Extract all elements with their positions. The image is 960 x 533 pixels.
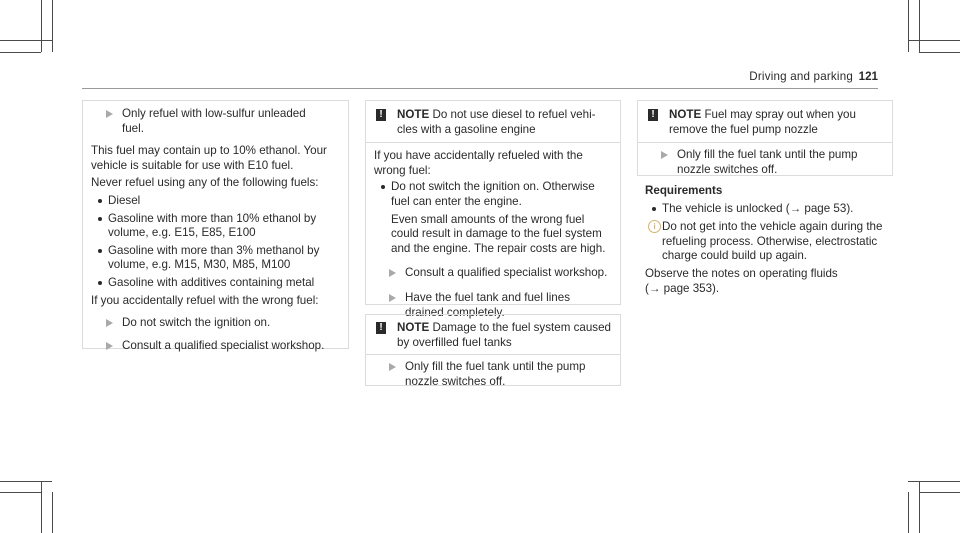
arrow-right-icon	[389, 294, 396, 302]
crop-mark	[0, 52, 41, 53]
step-text: Do not switch the ignition on.	[122, 316, 271, 330]
paragraph-never-refuel: Never refuel using any of the following fuels:	[91, 176, 319, 190]
list-item-text: Do not switch the ignition on. Otherwise	[391, 180, 595, 194]
crop-mark	[908, 40, 960, 41]
crop-mark	[41, 481, 42, 533]
crop-mark	[0, 492, 41, 493]
step-ignition-off	[91, 316, 340, 331]
crop-mark	[908, 0, 909, 52]
list-item-text: Diesel	[108, 193, 141, 207]
note-text: Fuel may spray out when you	[704, 108, 856, 121]
note-keyword: NOTE	[669, 108, 702, 121]
note-heading	[638, 101, 892, 142]
step-refuel-low-sulfur	[91, 107, 340, 136]
note-heading	[366, 315, 620, 354]
note-keyword: NOTE	[397, 108, 430, 121]
list-item	[91, 276, 340, 291]
page-number: 121	[858, 70, 878, 83]
step-text: Only fill the fuel tank until the pump	[677, 148, 858, 162]
header-divider	[82, 88, 878, 89]
info-text: charge could build up again.	[662, 249, 808, 263]
crop-mark	[919, 0, 920, 52]
step-text: Have the fuel tank and fuel lines	[405, 290, 570, 304]
paragraph: If you have accidentally refueled with the	[374, 149, 583, 163]
info-note	[645, 220, 895, 264]
list-item-extra	[374, 213, 612, 257]
crop-mark	[0, 481, 52, 482]
note-heading	[366, 101, 620, 142]
step-text: Consult a qualified specialist workshop.	[122, 338, 325, 352]
paragraph: wrong fuel:	[374, 163, 431, 177]
step-text: fuel.	[122, 121, 144, 135]
requirements-title: Requirements	[645, 184, 723, 197]
step-text: nozzle switches off.	[405, 374, 506, 388]
note-text: Do not use diesel to refuel vehi-	[432, 108, 596, 121]
warning-icon: !	[376, 109, 386, 121]
list-item-text: fuel can enter the engine.	[391, 194, 522, 208]
note-text: remove the fuel pump nozzle	[669, 122, 818, 136]
paragraph-ethanol: This fuel may contain up to 10% ethanol. Your	[91, 144, 327, 158]
crop-mark	[908, 481, 960, 482]
note-spray-box	[637, 100, 893, 176]
paragraph-operating-fluids: (→ page 353).	[645, 281, 720, 295]
info-icon: i	[648, 220, 661, 233]
arrow-right-icon	[106, 319, 113, 327]
paragraph-operating-fluids: Observe the notes on operating fluids	[645, 266, 838, 280]
step-fill-until-nozzle	[374, 360, 612, 389]
step-fill-until-nozzle	[646, 148, 884, 177]
list-item-text: could result in damage to the fuel system	[391, 227, 602, 241]
step-consult-workshop	[374, 266, 612, 281]
note-text: Damage to the fuel system caused	[432, 321, 611, 334]
note-diesel-box	[365, 100, 621, 319]
list-item	[91, 212, 340, 241]
crop-mark	[52, 0, 53, 52]
header-title: Driving and parking	[749, 70, 853, 83]
list-item	[91, 244, 340, 273]
paragraph-ethanol: vehicle is suitable for use with E10 fuel.	[91, 158, 294, 172]
note-text: cles with a gasoline engine	[397, 122, 536, 136]
arrow-right-icon	[106, 110, 113, 118]
step-text: Consult a qualified specialist workshop.	[405, 266, 608, 280]
step-text: drained completely.	[405, 305, 505, 319]
fuel-info-box	[82, 100, 349, 352]
list-item	[91, 194, 340, 209]
warning-icon: !	[648, 109, 658, 121]
requirement-text: The vehicle is unlocked (→ page 53).	[662, 201, 854, 215]
list-item-text: Gasoline with more than 3% methanol by	[108, 243, 320, 257]
list-item	[645, 202, 895, 217]
list-item-text: Gasoline with additives containing metal	[108, 275, 315, 289]
crop-mark	[0, 40, 52, 41]
list-item	[374, 180, 612, 209]
step-text: Only fill the fuel tank until the pump	[405, 360, 586, 374]
requirements-section	[645, 184, 895, 296]
step-text: Only refuel with low-sulfur unleaded	[122, 107, 306, 120]
list-item-text: volume, e.g. M15, M30, M85, M100	[108, 258, 291, 272]
paragraph-wrong-fuel: If you accidentally refuel with the wrong fuel:	[91, 293, 319, 307]
arrow-right-icon	[661, 151, 668, 159]
list-item-text: Even small amounts of the wrong fuel	[391, 212, 585, 226]
crop-mark	[41, 0, 42, 52]
arrow-right-icon	[389, 363, 396, 371]
info-text: refueling process. Otherwise, electrostatic	[662, 234, 878, 248]
arrow-right-icon	[389, 269, 396, 277]
note-keyword: NOTE	[397, 321, 430, 334]
list-item-text: and the engine. The repair costs are high.	[391, 241, 606, 255]
info-text: Do not get into the vehicle again during the	[662, 220, 883, 234]
note-text: by overfilled fuel tanks	[397, 335, 512, 349]
note-overfill-box	[365, 314, 621, 386]
crop-mark	[908, 492, 909, 533]
warning-icon: !	[376, 322, 386, 334]
step-consult-workshop	[91, 339, 340, 354]
step-text: nozzle switches off.	[677, 162, 778, 176]
arrow-right-icon	[106, 342, 113, 350]
crop-mark	[52, 492, 53, 533]
crop-mark	[919, 52, 960, 53]
list-item-text: Gasoline with more than 10% ethanol by	[108, 211, 317, 225]
crop-mark	[919, 481, 920, 533]
crop-mark	[919, 492, 960, 493]
list-item-text: volume, e.g. E15, E85, E100	[108, 226, 256, 240]
